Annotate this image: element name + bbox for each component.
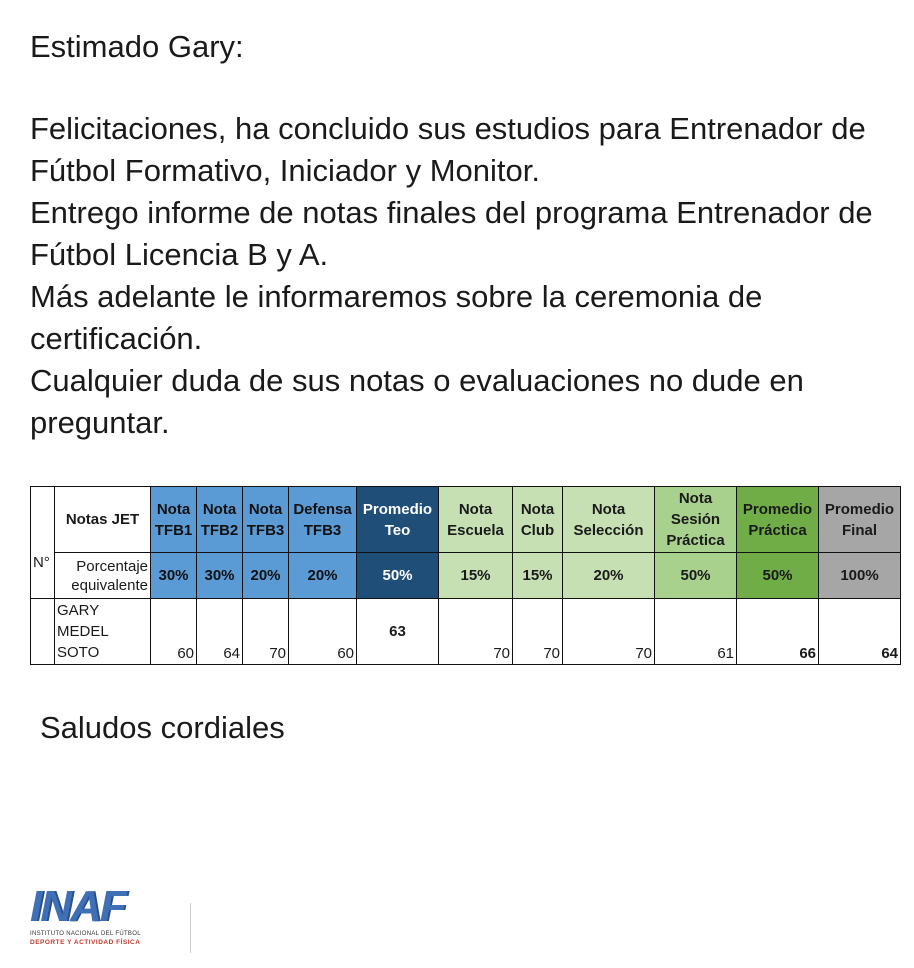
percent-promedio-teo: 50%	[357, 553, 439, 599]
inaf-logo-institute: INSTITUTO NACIONAL DEL FÚTBOL	[30, 931, 141, 937]
grade-defensa: 60	[289, 599, 357, 665]
inaf-logo-wordmark: INAF	[30, 882, 125, 931]
header-tfb2: Nota TFB2	[197, 487, 243, 553]
row-number	[31, 599, 55, 665]
header-row	[31, 487, 901, 553]
paragraph-congratulations: Felicitaciones, ha concluido sus estudios para Entrenador de Fútbol Formativo, Iniciador y Monitor.	[30, 111, 866, 188]
header-defensa: Defensa TFB3	[289, 487, 357, 553]
logo-divider	[190, 903, 191, 953]
header-promedio-practica: Promedio Práctica	[737, 487, 819, 553]
student-name	[55, 599, 151, 665]
corner-label: N°	[31, 487, 55, 599]
percent-defensa: 20%	[289, 553, 357, 599]
paragraph-report: Entrego informe de notas finales del programa Entrenador de Fútbol Licencia B y A.	[30, 195, 873, 272]
percent-sesion: 50%	[655, 553, 737, 599]
student-name-line-1: GARY	[57, 602, 100, 619]
grade-tfb2: 64	[197, 599, 243, 665]
grade-escuela: 70	[439, 599, 513, 665]
inaf-logo	[30, 884, 160, 954]
grade-club: 70	[513, 599, 563, 665]
percent-escuela: 15%	[439, 553, 513, 599]
student-name-line-3: SOTO	[57, 644, 100, 661]
header-sesion: Nota Sesión Práctica	[655, 487, 737, 553]
grade-promedio-final: 64	[819, 599, 901, 665]
grade-seleccion: 70	[563, 599, 655, 665]
grade-tfb1: 60	[151, 599, 197, 665]
header-club: Nota Club	[513, 487, 563, 553]
percent-seleccion: 20%	[563, 553, 655, 599]
paragraph-questions: Cualquier duda de sus notas o evaluaciones no dude en preguntar.	[30, 363, 804, 440]
percent-label: Porcentaje equivalente	[55, 553, 151, 599]
header-tfb3: Nota TFB3	[243, 487, 289, 553]
greeting: Estimado Gary:	[30, 29, 244, 64]
header-notas-jet: Notas JET	[55, 487, 151, 553]
grade-sesion: 61	[655, 599, 737, 665]
header-promedio-final: Promedio Final	[819, 487, 901, 553]
percent-tfb2: 30%	[197, 553, 243, 599]
percent-promedio-final: 100%	[819, 553, 901, 599]
grades-table	[30, 486, 901, 665]
header-escuela: Nota Escuela	[439, 487, 513, 553]
percent-promedio-practica: 50%	[737, 553, 819, 599]
grade-tfb3: 70	[243, 599, 289, 665]
student-name-line-2: MEDEL	[57, 623, 109, 640]
header-seleccion: Nota Selección	[563, 487, 655, 553]
percent-tfb1: 30%	[151, 553, 197, 599]
closing-salutation: Saludos cordiales	[40, 710, 285, 745]
letter-body	[30, 108, 900, 444]
header-promedio-teo: Promedio Teo	[357, 487, 439, 553]
percent-tfb3: 20%	[243, 553, 289, 599]
grade-promedio-teo: 63	[357, 599, 439, 665]
inaf-logo-tagline: DEPORTE Y ACTIVIDAD FÍSICA	[30, 939, 141, 946]
header-tfb1: Nota TFB1	[151, 487, 197, 553]
paragraph-ceremony: Más adelante le informaremos sobre la ceremonia de certificación.	[30, 279, 763, 356]
percent-club: 15%	[513, 553, 563, 599]
grade-promedio-practica: 66	[737, 599, 819, 665]
percent-row	[31, 553, 901, 599]
student-row	[31, 599, 901, 665]
